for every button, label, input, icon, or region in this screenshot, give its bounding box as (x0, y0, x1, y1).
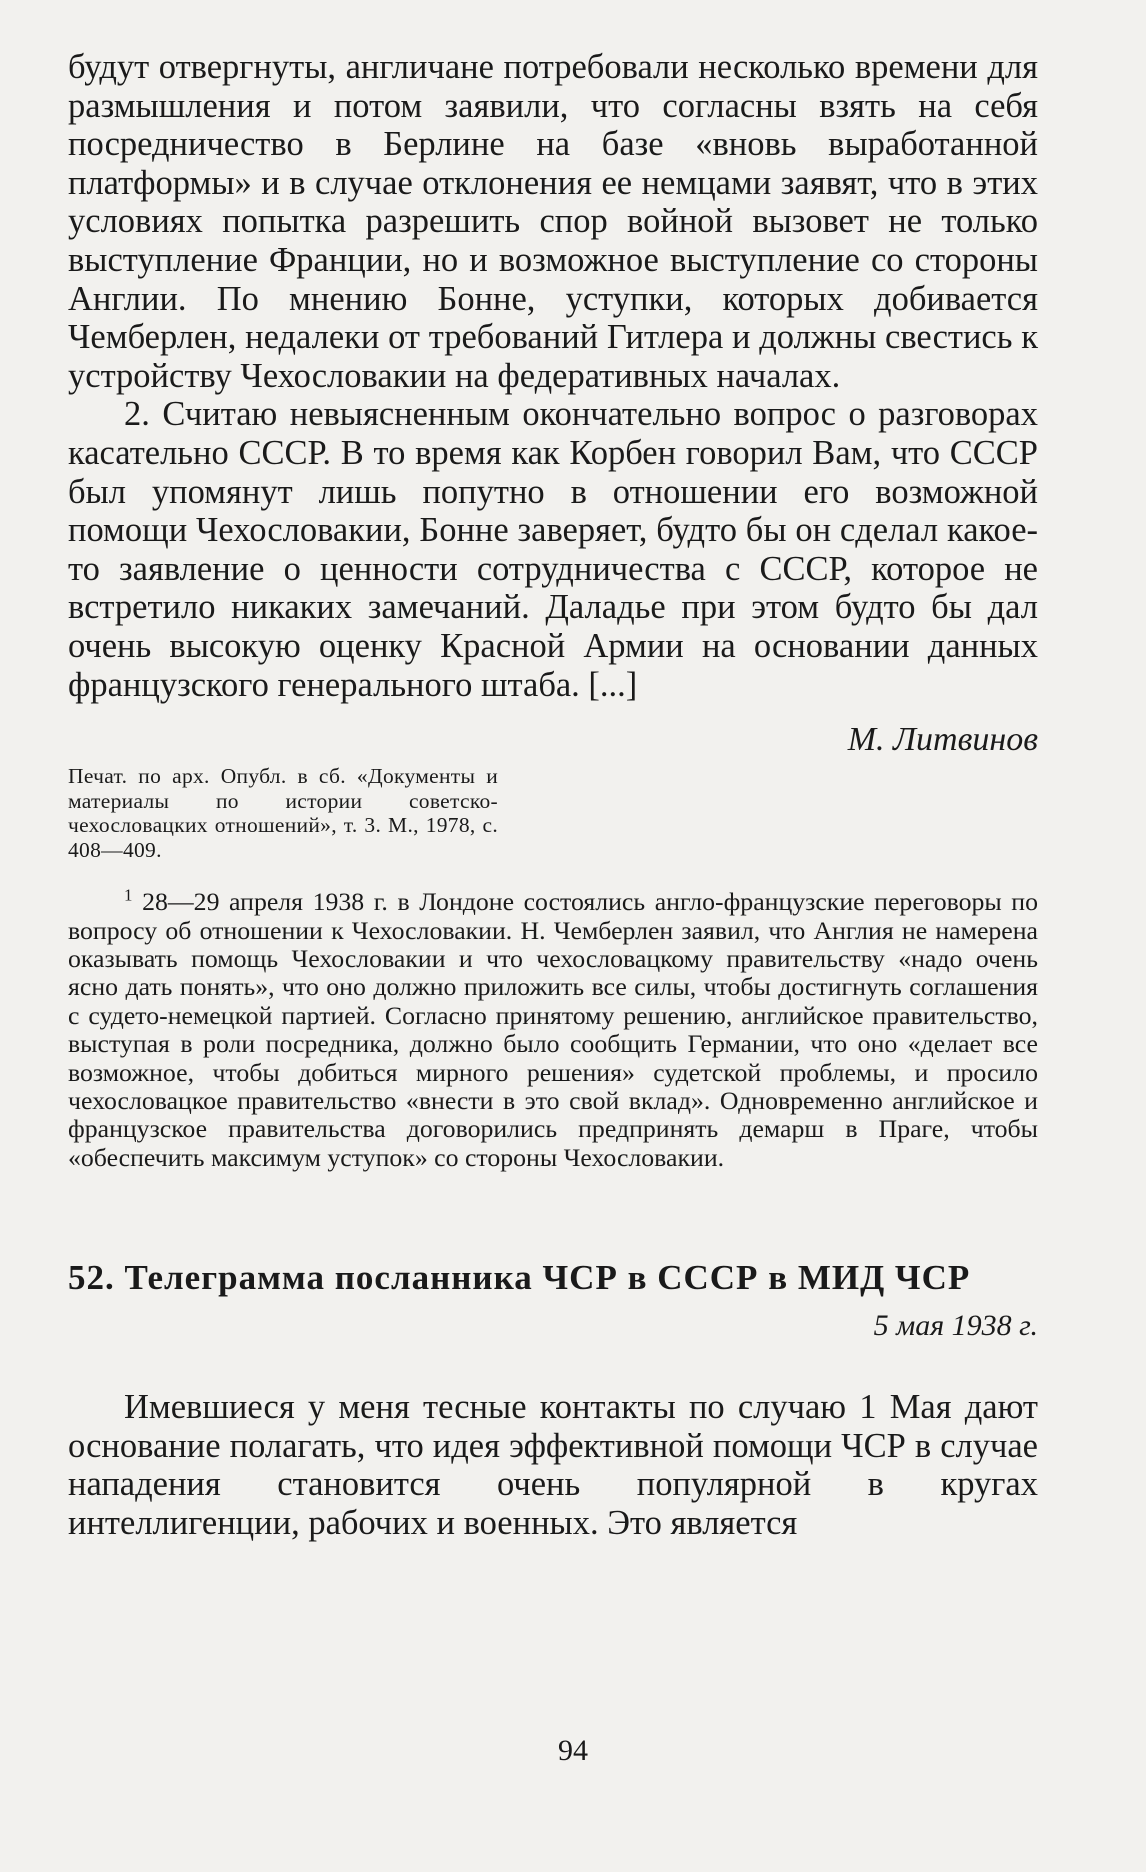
document-date: 5 мая 1938 г. (873, 1309, 1038, 1343)
footnote-text: 28—29 апреля 1938 г. в Лондоне состоялись англо-французские переговоры по вопросу об отношении к Чехословакии. Н. Чемберлен заявил, что Англия не намерена оказывать помощь Чехословакии и что чехословацкому правительству «надо очень ясно дать понять», что оно должно приложить все силы, чтобы достигнуть соглашения с судето-немецкой партией. Согласно принятому решению, английское правительство, выступая в роли посредника, должно было сообщить Германии, что оно «делает все возможное, чтобы добиться мирного решения» судетской проблемы, и просило чехословацкое правительство «внести в это свой вклад». Одновременно английское и французское правительства договорились предпринять демарш в Праге, чтобы «обеспечить максимум уступок» со стороны Чехословакии. (68, 887, 1039, 1172)
footnote (68, 885, 1039, 1172)
page-content (68, 48, 1038, 1543)
signature: М. Литвинов (847, 721, 1038, 759)
footnote-marker: 1 (124, 885, 133, 905)
source-note: Печат. по арх. Опубл. в сб. «Документы и материалы по истории советско-чехословацких отношений», т. 3. М., 1978, с. 408—409. (68, 764, 498, 862)
document-heading: 52. Телеграмма посланника ЧСР в СССР в МИД ЧСР (68, 1258, 971, 1298)
telegram-text: Имевшиеся у меня тесные контакты по случаю 1 Мая дают основание полагать, что идея эффективной помощи ЧСР в случае нападения становится очень популярной в кругах интеллигенции, рабочих и военных. Это является (68, 1388, 1038, 1542)
page-number: 94 (558, 1734, 588, 1767)
paragraph-continuation: будут отвергнуты, англичане потребовали несколько времени для размышления и потом заявили, что согласны взять на себя посредничество в Берлине на базе «вновь выработанной платформы» и в случае отклонения ее немцами заявят, что в этих условиях попытка разрешить спор войной вызовет не только выступление Франции, но и возможное выступление со стороны Англии. По мнению Бонне, уступки, которых добивается Чемберлен, недалеки от требований Гитлера и должны свестись к устройству Чехословакии на федеративных началах. (68, 48, 1038, 395)
paragraph-point-2: 2. Считаю невыясненным окончательно вопрос о разговорах касательно СССР. В то время как Корбен говорил Вам, что СССР был упомянут лишь попутно в отношении его возможной помощи Чехословакии, Бонне заверяет, будто бы он сделал какое-то заявление о ценности сотрудничества с СССР, которое не встретило никаких замечаний. Даладье при этом будто бы дал очень высокую оценку Красной Армии на основании данных французского генерального штаба. [...] (68, 395, 1038, 704)
